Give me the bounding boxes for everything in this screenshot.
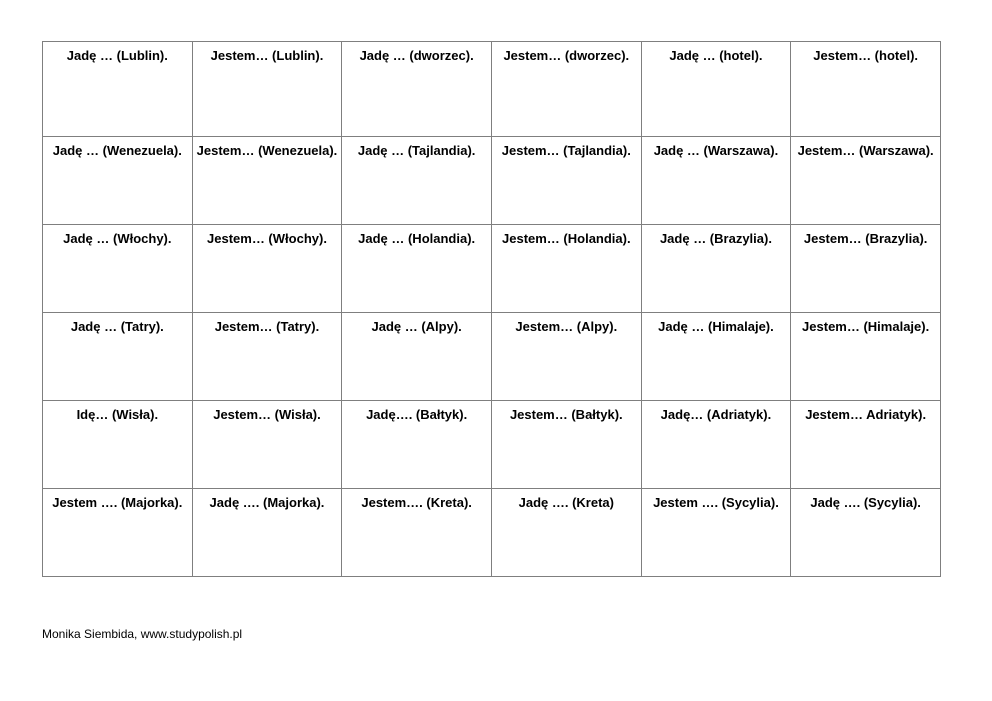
grid-cell: Jadę …. (Kreta) <box>491 489 641 577</box>
grid-cell: Jestem… (hotel). <box>791 42 941 137</box>
grid-cell: Jadę…. (Bałtyk). <box>342 401 492 489</box>
grid-cell: Idę… (Wisła). <box>43 401 193 489</box>
grid-cell: Jadę… (Adriatyk). <box>641 401 791 489</box>
grid-cell: Jestem… (Alpy). <box>491 313 641 401</box>
grid-cell: Jestem… (Himalaje). <box>791 313 941 401</box>
grid-cell: Jestem… (Holandia). <box>491 225 641 313</box>
grid-cell: Jestem… (Tajlandia). <box>491 137 641 225</box>
grid-cell: Jestem …. (Sycylia). <box>641 489 791 577</box>
grid-cell: Jestem… (dworzec). <box>491 42 641 137</box>
grid-cell: Jadę … (dworzec). <box>342 42 492 137</box>
grid-cell: Jadę … (hotel). <box>641 42 791 137</box>
grid-cell: Jadę … (Brazylia). <box>641 225 791 313</box>
grid-cell: Jestem… (Tatry). <box>192 313 342 401</box>
table-row <box>43 137 941 225</box>
grid-cell: Jadę … (Wenezuela). <box>43 137 193 225</box>
grid-cell: Jadę … (Himalaje). <box>641 313 791 401</box>
grid-cell: Jestem… (Włochy). <box>192 225 342 313</box>
grid-cell: Jestem… (Lublin). <box>192 42 342 137</box>
grid-cell: Jadę … (Lublin). <box>43 42 193 137</box>
table-row <box>43 225 941 313</box>
footer-credit: Monika Siembida, www.studypolish.pl <box>42 627 243 641</box>
grid-cell: Jestem… (Warszawa). <box>791 137 941 225</box>
card-grid <box>42 41 941 577</box>
grid-cell: Jestem… (Wisła). <box>192 401 342 489</box>
grid-cell: Jestem…. (Kreta). <box>342 489 492 577</box>
grid-cell: Jadę … (Tajlandia). <box>342 137 492 225</box>
grid-cell: Jadę …. (Sycylia). <box>791 489 941 577</box>
table-row <box>43 401 941 489</box>
grid-cell: Jestem… (Bałtyk). <box>491 401 641 489</box>
table-row <box>43 42 941 137</box>
grid-cell: Jestem …. (Majorka). <box>43 489 193 577</box>
grid-cell: Jadę … (Holandia). <box>342 225 492 313</box>
grid-cell: Jestem… Adriatyk). <box>791 401 941 489</box>
grid-cell: Jadę … (Włochy). <box>43 225 193 313</box>
grid-cell: Jadę … (Alpy). <box>342 313 492 401</box>
table-row <box>43 489 941 577</box>
grid-cell: Jestem… (Wenezuela). <box>192 137 342 225</box>
grid-cell: Jadę … (Warszawa). <box>641 137 791 225</box>
grid-cell: Jadę … (Tatry). <box>43 313 193 401</box>
grid-cell: Jestem… (Brazylia). <box>791 225 941 313</box>
grid-cell: Jadę …. (Majorka). <box>192 489 342 577</box>
table-row <box>43 313 941 401</box>
